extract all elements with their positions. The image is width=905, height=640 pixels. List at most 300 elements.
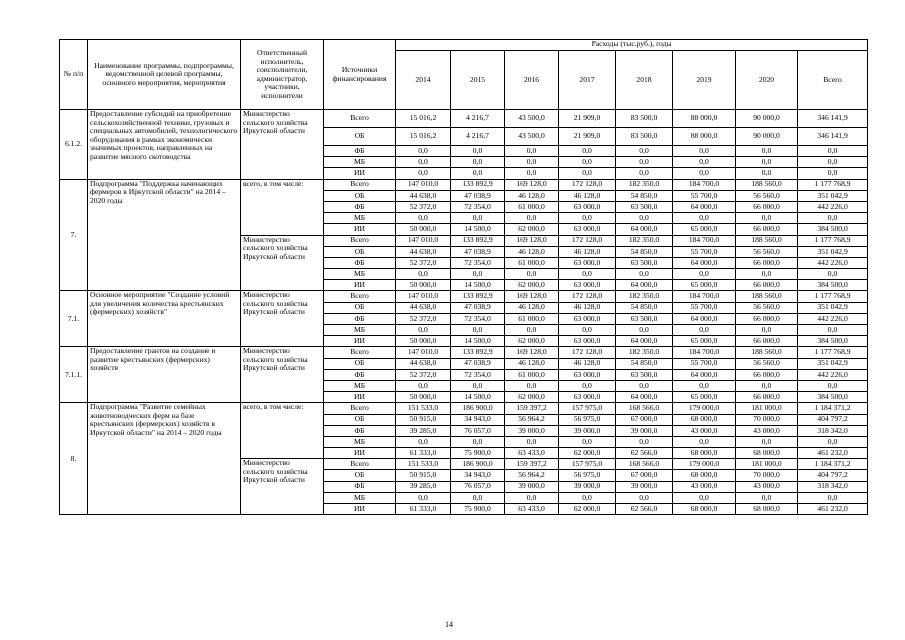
year-value: 0,0: [559, 213, 616, 224]
year-value: 188 560,0: [736, 291, 798, 302]
year-value: 34 943,0: [451, 414, 505, 425]
year-value: 63 000,0: [559, 257, 616, 268]
program-name: Подпрограмма "Поддержка начинающих фермеров в Иркутской области" на 2014 – 2020 годы: [88, 179, 241, 291]
year-value: 168 566,0: [616, 403, 673, 414]
year-value: 62 000,0: [505, 224, 559, 235]
year-value: 39 285,0: [396, 425, 451, 436]
header-year: 2019: [673, 51, 736, 110]
year-value: 14 500,0: [451, 336, 505, 347]
responsible-executor: Министерство сельского хозяйства Иркутской области: [241, 291, 324, 347]
responsible-executor: всего, в том числе:: [241, 179, 324, 235]
year-value: 184 700,0: [673, 235, 736, 246]
year-value: 55 700,0: [673, 190, 736, 201]
year-value: 62 000,0: [559, 448, 616, 459]
funding-source: ИИ: [324, 280, 396, 291]
year-value: 0,0: [559, 269, 616, 280]
year-value: 0,0: [736, 146, 798, 157]
year-value: 62 566,0: [616, 504, 673, 515]
funding-source: ФБ: [324, 313, 396, 324]
table-row: [60, 347, 868, 358]
year-value: 14 500,0: [451, 224, 505, 235]
year-value: 46 128,0: [559, 358, 616, 369]
year-value: 67 000,0: [616, 470, 673, 481]
year-value: 66 000,0: [736, 280, 798, 291]
year-value: 0,0: [505, 157, 559, 168]
year-value: 181 000,0: [736, 459, 798, 470]
year-value: 63 000,0: [559, 369, 616, 380]
year-value: 43 000,0: [673, 425, 736, 436]
funding-source: ИИ: [324, 336, 396, 347]
funding-source: Всего: [324, 291, 396, 302]
year-value: 0,0: [673, 168, 736, 179]
year-value: 0,0: [559, 325, 616, 336]
year-value: 61 000,0: [505, 369, 559, 380]
year-value: 54 850,0: [616, 190, 673, 201]
year-value: 0,0: [559, 436, 616, 447]
year-value: 66 000,0: [736, 392, 798, 403]
year-value: 64 000,0: [616, 224, 673, 235]
year-value: 0,0: [673, 269, 736, 280]
year-value: 47 038,9: [451, 302, 505, 313]
funding-source: ИИ: [324, 224, 396, 235]
header-year: 2020: [736, 51, 798, 110]
year-value: 182 350,0: [616, 235, 673, 246]
year-value: 66 000,0: [736, 336, 798, 347]
year-value: 21 909,0: [559, 110, 616, 128]
year-value: 66 000,0: [736, 224, 798, 235]
total-value: 384 500,0: [798, 336, 868, 347]
table-row: [60, 291, 868, 302]
year-value: 0,0: [616, 380, 673, 391]
year-value: 0,0: [396, 380, 451, 391]
year-value: 50 000,0: [396, 392, 451, 403]
year-value: 0,0: [505, 492, 559, 503]
year-value: 0,0: [505, 168, 559, 179]
year-value: 0,0: [396, 325, 451, 336]
total-value: 0,0: [798, 213, 868, 224]
year-value: 159 397,2: [505, 403, 559, 414]
year-value: 56 975,0: [559, 414, 616, 425]
funding-source: Всего: [324, 235, 396, 246]
year-value: 68 000,0: [673, 414, 736, 425]
year-value: 54 850,0: [616, 302, 673, 313]
year-value: 72 354,0: [451, 201, 505, 212]
year-value: 62 000,0: [505, 392, 559, 403]
year-value: 70 000,0: [736, 414, 798, 425]
year-value: 63 000,0: [559, 201, 616, 212]
year-value: 133 892,9: [451, 347, 505, 358]
total-value: 384 500,0: [798, 224, 868, 235]
funding-source: ОБ: [324, 358, 396, 369]
total-value: 442 226,0: [798, 313, 868, 324]
responsible-executor: Министерство сельского хозяйства Иркутской области: [241, 110, 324, 180]
year-value: 0,0: [451, 325, 505, 336]
year-value: 0,0: [736, 492, 798, 503]
year-value: 0,0: [396, 146, 451, 157]
year-value: 55 700,0: [673, 358, 736, 369]
year-value: 0,0: [673, 157, 736, 168]
year-value: 54 850,0: [616, 246, 673, 257]
year-value: 62 000,0: [505, 336, 559, 347]
year-value: 56 964,2: [505, 414, 559, 425]
year-value: 47 038,9: [451, 358, 505, 369]
total-value: 442 226,0: [798, 257, 868, 268]
year-value: 0,0: [616, 436, 673, 447]
funding-source: МБ: [324, 492, 396, 503]
total-value: 0,0: [798, 157, 868, 168]
funding-source: ФБ: [324, 481, 396, 492]
table-row: [60, 403, 868, 414]
funding-source: Всего: [324, 347, 396, 358]
year-value: 75 900,0: [451, 448, 505, 459]
table-row: [60, 179, 868, 190]
year-value: 0,0: [673, 492, 736, 503]
row-number: 6.1.2.: [60, 110, 88, 180]
year-value: 55 700,0: [673, 302, 736, 313]
year-value: 15 016,2: [396, 110, 451, 128]
year-value: 181 000,0: [736, 403, 798, 414]
year-value: 46 128,0: [559, 302, 616, 313]
year-value: 182 350,0: [616, 347, 673, 358]
year-value: 63 500,0: [616, 369, 673, 380]
year-value: 169 128,0: [505, 291, 559, 302]
year-value: 61 333,0: [396, 448, 451, 459]
year-value: 0,0: [451, 380, 505, 391]
year-value: 66 000,0: [736, 257, 798, 268]
year-value: 0,0: [396, 168, 451, 179]
year-value: 133 892,9: [451, 235, 505, 246]
total-value: 1 184 371,2: [798, 403, 868, 414]
year-value: 151 533,0: [396, 403, 451, 414]
year-value: 65 000,0: [673, 336, 736, 347]
funding-source: Всего: [324, 403, 396, 414]
total-value: 351 042,9: [798, 302, 868, 313]
year-value: 39 000,0: [505, 481, 559, 492]
year-value: 66 000,0: [736, 369, 798, 380]
row-number: 7.1.1.: [60, 347, 88, 403]
year-value: 182 350,0: [616, 291, 673, 302]
total-value: 404 797,2: [798, 470, 868, 481]
year-value: 76 057,0: [451, 481, 505, 492]
year-value: 43 500,0: [505, 110, 559, 128]
year-value: 46 128,0: [505, 302, 559, 313]
year-value: 44 638,0: [396, 246, 451, 257]
year-value: 43 500,0: [505, 128, 559, 146]
header-name: Наименование программы, подпрограммы, ведомственной целевой программы, основного мероприятия, мероприятия: [88, 40, 241, 110]
year-value: 0,0: [736, 380, 798, 391]
year-value: 55 700,0: [673, 246, 736, 257]
year-value: 63 000,0: [559, 280, 616, 291]
year-value: 65 000,0: [673, 280, 736, 291]
page-number: 14: [445, 620, 453, 629]
funding-source: ОБ: [324, 246, 396, 257]
total-value: 442 226,0: [798, 201, 868, 212]
year-value: 50 000,0: [396, 280, 451, 291]
year-value: 14 500,0: [451, 392, 505, 403]
year-value: 83 500,0: [616, 128, 673, 146]
header-responsible: Ответственный исполнитель, соисполнители, администратор, участники, исполнители: [241, 40, 324, 110]
year-value: 68 000,0: [673, 448, 736, 459]
year-value: 0,0: [396, 436, 451, 447]
year-value: 56 975,0: [559, 470, 616, 481]
funding-source: Всего: [324, 459, 396, 470]
year-value: 56 560,0: [736, 358, 798, 369]
year-value: 0,0: [396, 269, 451, 280]
year-value: 83 500,0: [616, 110, 673, 128]
total-value: 0,0: [798, 146, 868, 157]
year-value: 0,0: [559, 492, 616, 503]
year-value: 62 000,0: [505, 280, 559, 291]
year-value: 64 000,0: [616, 280, 673, 291]
year-value: 64 000,0: [616, 336, 673, 347]
year-value: 0,0: [505, 436, 559, 447]
year-value: 47 038,9: [451, 190, 505, 201]
year-value: 133 892,9: [451, 291, 505, 302]
total-value: 351 042,9: [798, 358, 868, 369]
funding-source: ИИ: [324, 504, 396, 515]
year-value: 43 000,0: [736, 425, 798, 436]
year-value: 46 128,0: [505, 190, 559, 201]
total-value: 461 232,0: [798, 504, 868, 515]
row-number: 8.: [60, 403, 88, 515]
total-value: 346 141,9: [798, 110, 868, 128]
year-value: 72 354,0: [451, 313, 505, 324]
total-value: 1 177 768,9: [798, 291, 868, 302]
total-value: 404 797,2: [798, 414, 868, 425]
year-value: 184 700,0: [673, 347, 736, 358]
year-value: 34 943,0: [451, 470, 505, 481]
year-value: 14 500,0: [451, 280, 505, 291]
expenses-table: [59, 39, 868, 515]
funding-source: ОБ: [324, 302, 396, 313]
year-value: 0,0: [505, 269, 559, 280]
funding-source: ФБ: [324, 425, 396, 436]
year-value: 0,0: [616, 492, 673, 503]
total-value: 0,0: [798, 269, 868, 280]
year-value: 47 038,9: [451, 246, 505, 257]
row-number: 7.: [60, 179, 88, 291]
year-value: 0,0: [505, 325, 559, 336]
year-value: 64 000,0: [616, 392, 673, 403]
year-value: 184 700,0: [673, 179, 736, 190]
year-value: 88 000,0: [673, 128, 736, 146]
funding-source: МБ: [324, 436, 396, 447]
funding-source: МБ: [324, 269, 396, 280]
year-value: 50 915,0: [396, 470, 451, 481]
year-value: 172 128,0: [559, 291, 616, 302]
year-value: 0,0: [451, 213, 505, 224]
total-value: 1 177 768,9: [798, 235, 868, 246]
funding-source: ОБ: [324, 128, 396, 146]
year-value: 0,0: [451, 157, 505, 168]
header-expenses: Расходы (тыс.руб.), годы: [396, 40, 868, 51]
year-value: 21 909,0: [559, 128, 616, 146]
year-value: 4 216,7: [451, 128, 505, 146]
funding-source: ФБ: [324, 201, 396, 212]
year-value: 0,0: [616, 269, 673, 280]
responsible-executor: Министерство сельского хозяйства Иркутской области: [241, 459, 324, 515]
year-value: 157 975,0: [559, 459, 616, 470]
year-value: 39 000,0: [559, 425, 616, 436]
year-value: 0,0: [559, 157, 616, 168]
year-value: 63 000,0: [559, 313, 616, 324]
year-value: 0,0: [736, 168, 798, 179]
year-value: 90 000,0: [736, 128, 798, 146]
year-value: 65 000,0: [673, 224, 736, 235]
funding-source: ИИ: [324, 392, 396, 403]
year-value: 0,0: [673, 213, 736, 224]
year-value: 0,0: [451, 436, 505, 447]
year-value: 188 560,0: [736, 179, 798, 190]
year-value: 0,0: [736, 213, 798, 224]
year-value: 44 638,0: [396, 302, 451, 313]
year-value: 65 000,0: [673, 392, 736, 403]
year-value: 61 000,0: [505, 201, 559, 212]
funding-source: Всего: [324, 179, 396, 190]
total-value: 351 042,9: [798, 246, 868, 257]
funding-source: МБ: [324, 157, 396, 168]
year-value: 179 000,0: [673, 403, 736, 414]
table-body: [60, 40, 868, 515]
year-value: 0,0: [505, 146, 559, 157]
total-value: 384 500,0: [798, 280, 868, 291]
year-value: 186 900,0: [451, 403, 505, 414]
funding-source: МБ: [324, 325, 396, 336]
year-value: 0,0: [396, 157, 451, 168]
year-value: 72 354,0: [451, 257, 505, 268]
header-year: 2016: [505, 51, 559, 110]
funding-source: ФБ: [324, 257, 396, 268]
year-value: 0,0: [451, 492, 505, 503]
funding-source: МБ: [324, 380, 396, 391]
year-value: 39 000,0: [559, 481, 616, 492]
total-value: 1 177 768,9: [798, 347, 868, 358]
total-value: 0,0: [798, 380, 868, 391]
year-value: 0,0: [673, 380, 736, 391]
year-value: 39 285,0: [396, 481, 451, 492]
year-value: 147 010,0: [396, 291, 451, 302]
total-value: 0,0: [798, 325, 868, 336]
year-value: 63 500,0: [616, 257, 673, 268]
total-value: 0,0: [798, 492, 868, 503]
year-value: 186 900,0: [451, 459, 505, 470]
responsible-executor: Министерство сельского хозяйства Иркутской области: [241, 347, 324, 403]
total-value: 1 177 768,9: [798, 179, 868, 190]
funding-source: МБ: [324, 213, 396, 224]
year-value: 169 128,0: [505, 347, 559, 358]
year-value: 0,0: [559, 380, 616, 391]
year-value: 147 010,0: [396, 347, 451, 358]
total-value: 0,0: [798, 168, 868, 179]
year-value: 43 000,0: [673, 481, 736, 492]
total-value: 346 141,9: [798, 128, 868, 146]
header-year: 2017: [559, 51, 616, 110]
year-value: 90 000,0: [736, 110, 798, 128]
total-value: 384 500,0: [798, 392, 868, 403]
year-value: 70 000,0: [736, 470, 798, 481]
year-value: 182 350,0: [616, 179, 673, 190]
year-value: 0,0: [505, 213, 559, 224]
year-value: 68 000,0: [736, 448, 798, 459]
year-value: 39 000,0: [616, 425, 673, 436]
year-value: 169 128,0: [505, 179, 559, 190]
header-row: [60, 40, 868, 51]
header-year: 2018: [616, 51, 673, 110]
year-value: 50 915,0: [396, 414, 451, 425]
year-value: 147 010,0: [396, 235, 451, 246]
year-value: 64 000,0: [673, 313, 736, 324]
total-value: 0,0: [798, 436, 868, 447]
year-value: 56 560,0: [736, 302, 798, 313]
year-value: 75 900,0: [451, 504, 505, 515]
year-value: 46 128,0: [559, 246, 616, 257]
year-value: 0,0: [616, 213, 673, 224]
year-value: 63 000,0: [559, 392, 616, 403]
year-value: 39 000,0: [505, 425, 559, 436]
year-value: 0,0: [616, 168, 673, 179]
total-value: 318 342,0: [798, 425, 868, 436]
year-value: 64 000,0: [673, 201, 736, 212]
header-year: 2015: [451, 51, 505, 110]
program-name: Предоставление грантов на создание и развитие крестьянских (фермерских) хозяйств: [88, 347, 241, 403]
year-value: 169 128,0: [505, 235, 559, 246]
year-value: 54 850,0: [616, 358, 673, 369]
year-value: 52 372,0: [396, 257, 451, 268]
year-value: 63 000,0: [559, 224, 616, 235]
header-source: Источники финансирования: [324, 40, 396, 110]
year-value: 46 128,0: [559, 190, 616, 201]
year-value: 46 128,0: [505, 358, 559, 369]
year-value: 68 000,0: [673, 504, 736, 515]
header-total: Всего: [798, 51, 868, 110]
funding-source: ИИ: [324, 448, 396, 459]
year-value: 0,0: [736, 436, 798, 447]
year-value: 66 000,0: [736, 313, 798, 324]
year-value: 0,0: [616, 157, 673, 168]
year-value: 50 000,0: [396, 336, 451, 347]
year-value: 56 964,2: [505, 470, 559, 481]
year-value: 76 057,0: [451, 425, 505, 436]
year-value: 0,0: [736, 269, 798, 280]
year-value: 44 638,0: [396, 190, 451, 201]
year-value: 64 000,0: [673, 257, 736, 268]
year-value: 0,0: [616, 325, 673, 336]
year-value: 172 128,0: [559, 235, 616, 246]
year-value: 72 354,0: [451, 369, 505, 380]
year-value: 52 372,0: [396, 369, 451, 380]
header-year: 2014: [396, 51, 451, 110]
year-value: 179 000,0: [673, 459, 736, 470]
funding-source: ФБ: [324, 369, 396, 380]
year-value: 147 010,0: [396, 179, 451, 190]
year-value: 64 000,0: [673, 369, 736, 380]
year-value: 4 216,7: [451, 110, 505, 128]
year-value: 0,0: [396, 213, 451, 224]
year-value: 0,0: [559, 168, 616, 179]
year-value: 61 000,0: [505, 313, 559, 324]
year-value: 52 372,0: [396, 313, 451, 324]
year-value: 0,0: [673, 436, 736, 447]
year-value: 39 000,0: [616, 481, 673, 492]
total-value: 1 184 371,2: [798, 459, 868, 470]
year-value: 52 372,0: [396, 201, 451, 212]
year-value: 159 397,2: [505, 459, 559, 470]
year-value: 0,0: [451, 269, 505, 280]
year-value: 188 560,0: [736, 347, 798, 358]
year-value: 56 560,0: [736, 190, 798, 201]
year-value: 61 000,0: [505, 257, 559, 268]
year-value: 68 000,0: [736, 504, 798, 515]
